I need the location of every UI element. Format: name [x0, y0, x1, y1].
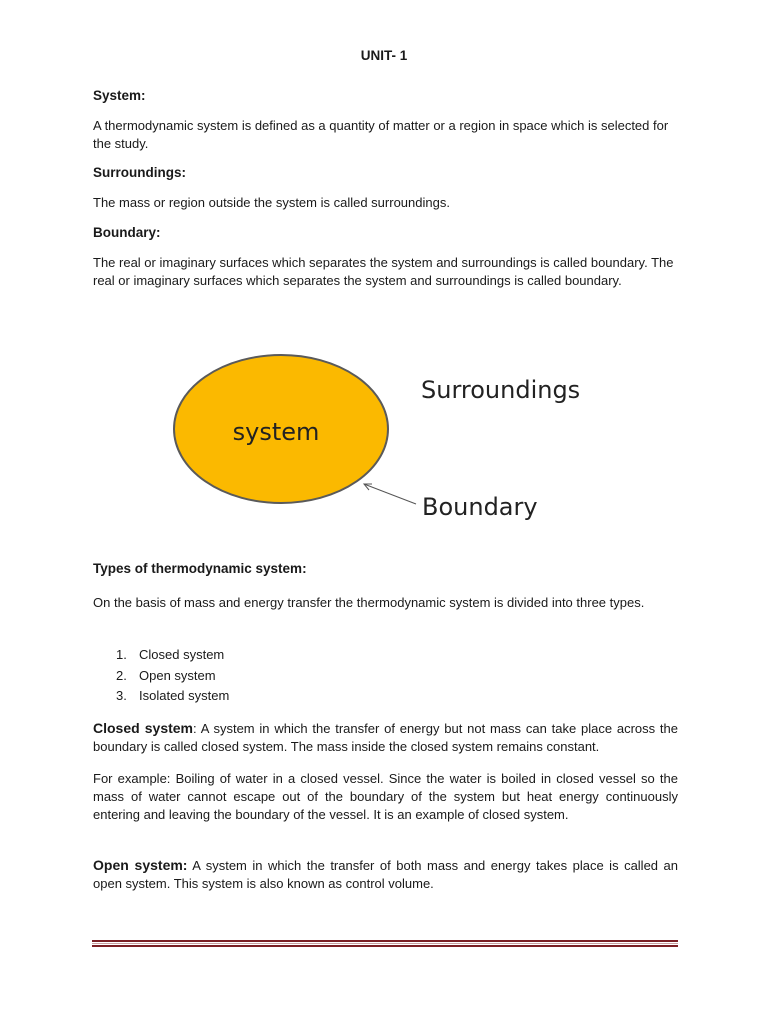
unit-title: UNIT- 1	[360, 48, 408, 63]
footer-rule-middle	[92, 943, 678, 944]
list-number: 3.	[116, 688, 127, 703]
surroundings-heading: Surroundings:	[93, 165, 186, 180]
types-heading: Types of thermodynamic system:	[93, 561, 307, 576]
closed-system-paragraph	[93, 719, 678, 756]
system-label: system	[232, 418, 320, 446]
types-intro: On the basis of mass and energy transfer the thermodynamic system is divided into three types.	[93, 595, 645, 610]
footer-rule-top	[92, 940, 678, 942]
footer-rule-bottom	[92, 945, 678, 947]
open-system-definition: A system in which the transfer of both mass and energy takes place is called an open system. This system is also known as control volume.	[93, 858, 678, 891]
surroundings-label: Surroundings	[421, 376, 581, 404]
list-number: 1.	[116, 647, 127, 662]
list-item	[116, 645, 229, 666]
list-item	[116, 686, 229, 707]
boundary-heading: Boundary:	[93, 225, 161, 240]
system-boundary-diagram	[160, 345, 610, 535]
surroundings-definition: The mass or region outside the system is called surroundings.	[93, 195, 450, 210]
list-label: Open system	[139, 667, 216, 683]
list-label: Isolated system	[139, 688, 230, 703]
closed-system-heading: Closed system	[93, 720, 194, 736]
open-system-heading: Open system:	[93, 857, 188, 873]
list-number: 2.	[116, 667, 127, 683]
system-heading: System:	[93, 88, 146, 103]
system-definition: A thermodynamic system is defined as a quantity of matter or a region in space which is selected for the study.	[93, 118, 669, 151]
list-item	[116, 666, 229, 687]
closed-system-example: For example: Boiling of water in a closed vessel. Since the water is boiled in closed vessel so the mass of water cannot escape out of the boundary of the system but heat energy continuously entering and leaving the boundary of the vessel. It is an example of closed system.	[93, 771, 678, 822]
boundary-pointer-line	[364, 484, 416, 504]
system-types-list	[116, 645, 229, 707]
closed-system-definition: : A system in which the transfer of energy but not mass can take place across the boundary is called closed system. The mass inside the closed system remains constant.	[93, 721, 678, 754]
list-label: Closed system	[139, 647, 225, 662]
open-system-paragraph	[93, 856, 678, 893]
boundary-definition: The real or imaginary surfaces which separates the system and surroundings is called boundary. The real or imaginary surfaces which separates the system and surroundings is called boundary.	[93, 255, 674, 288]
boundary-label: Boundary	[422, 493, 538, 521]
